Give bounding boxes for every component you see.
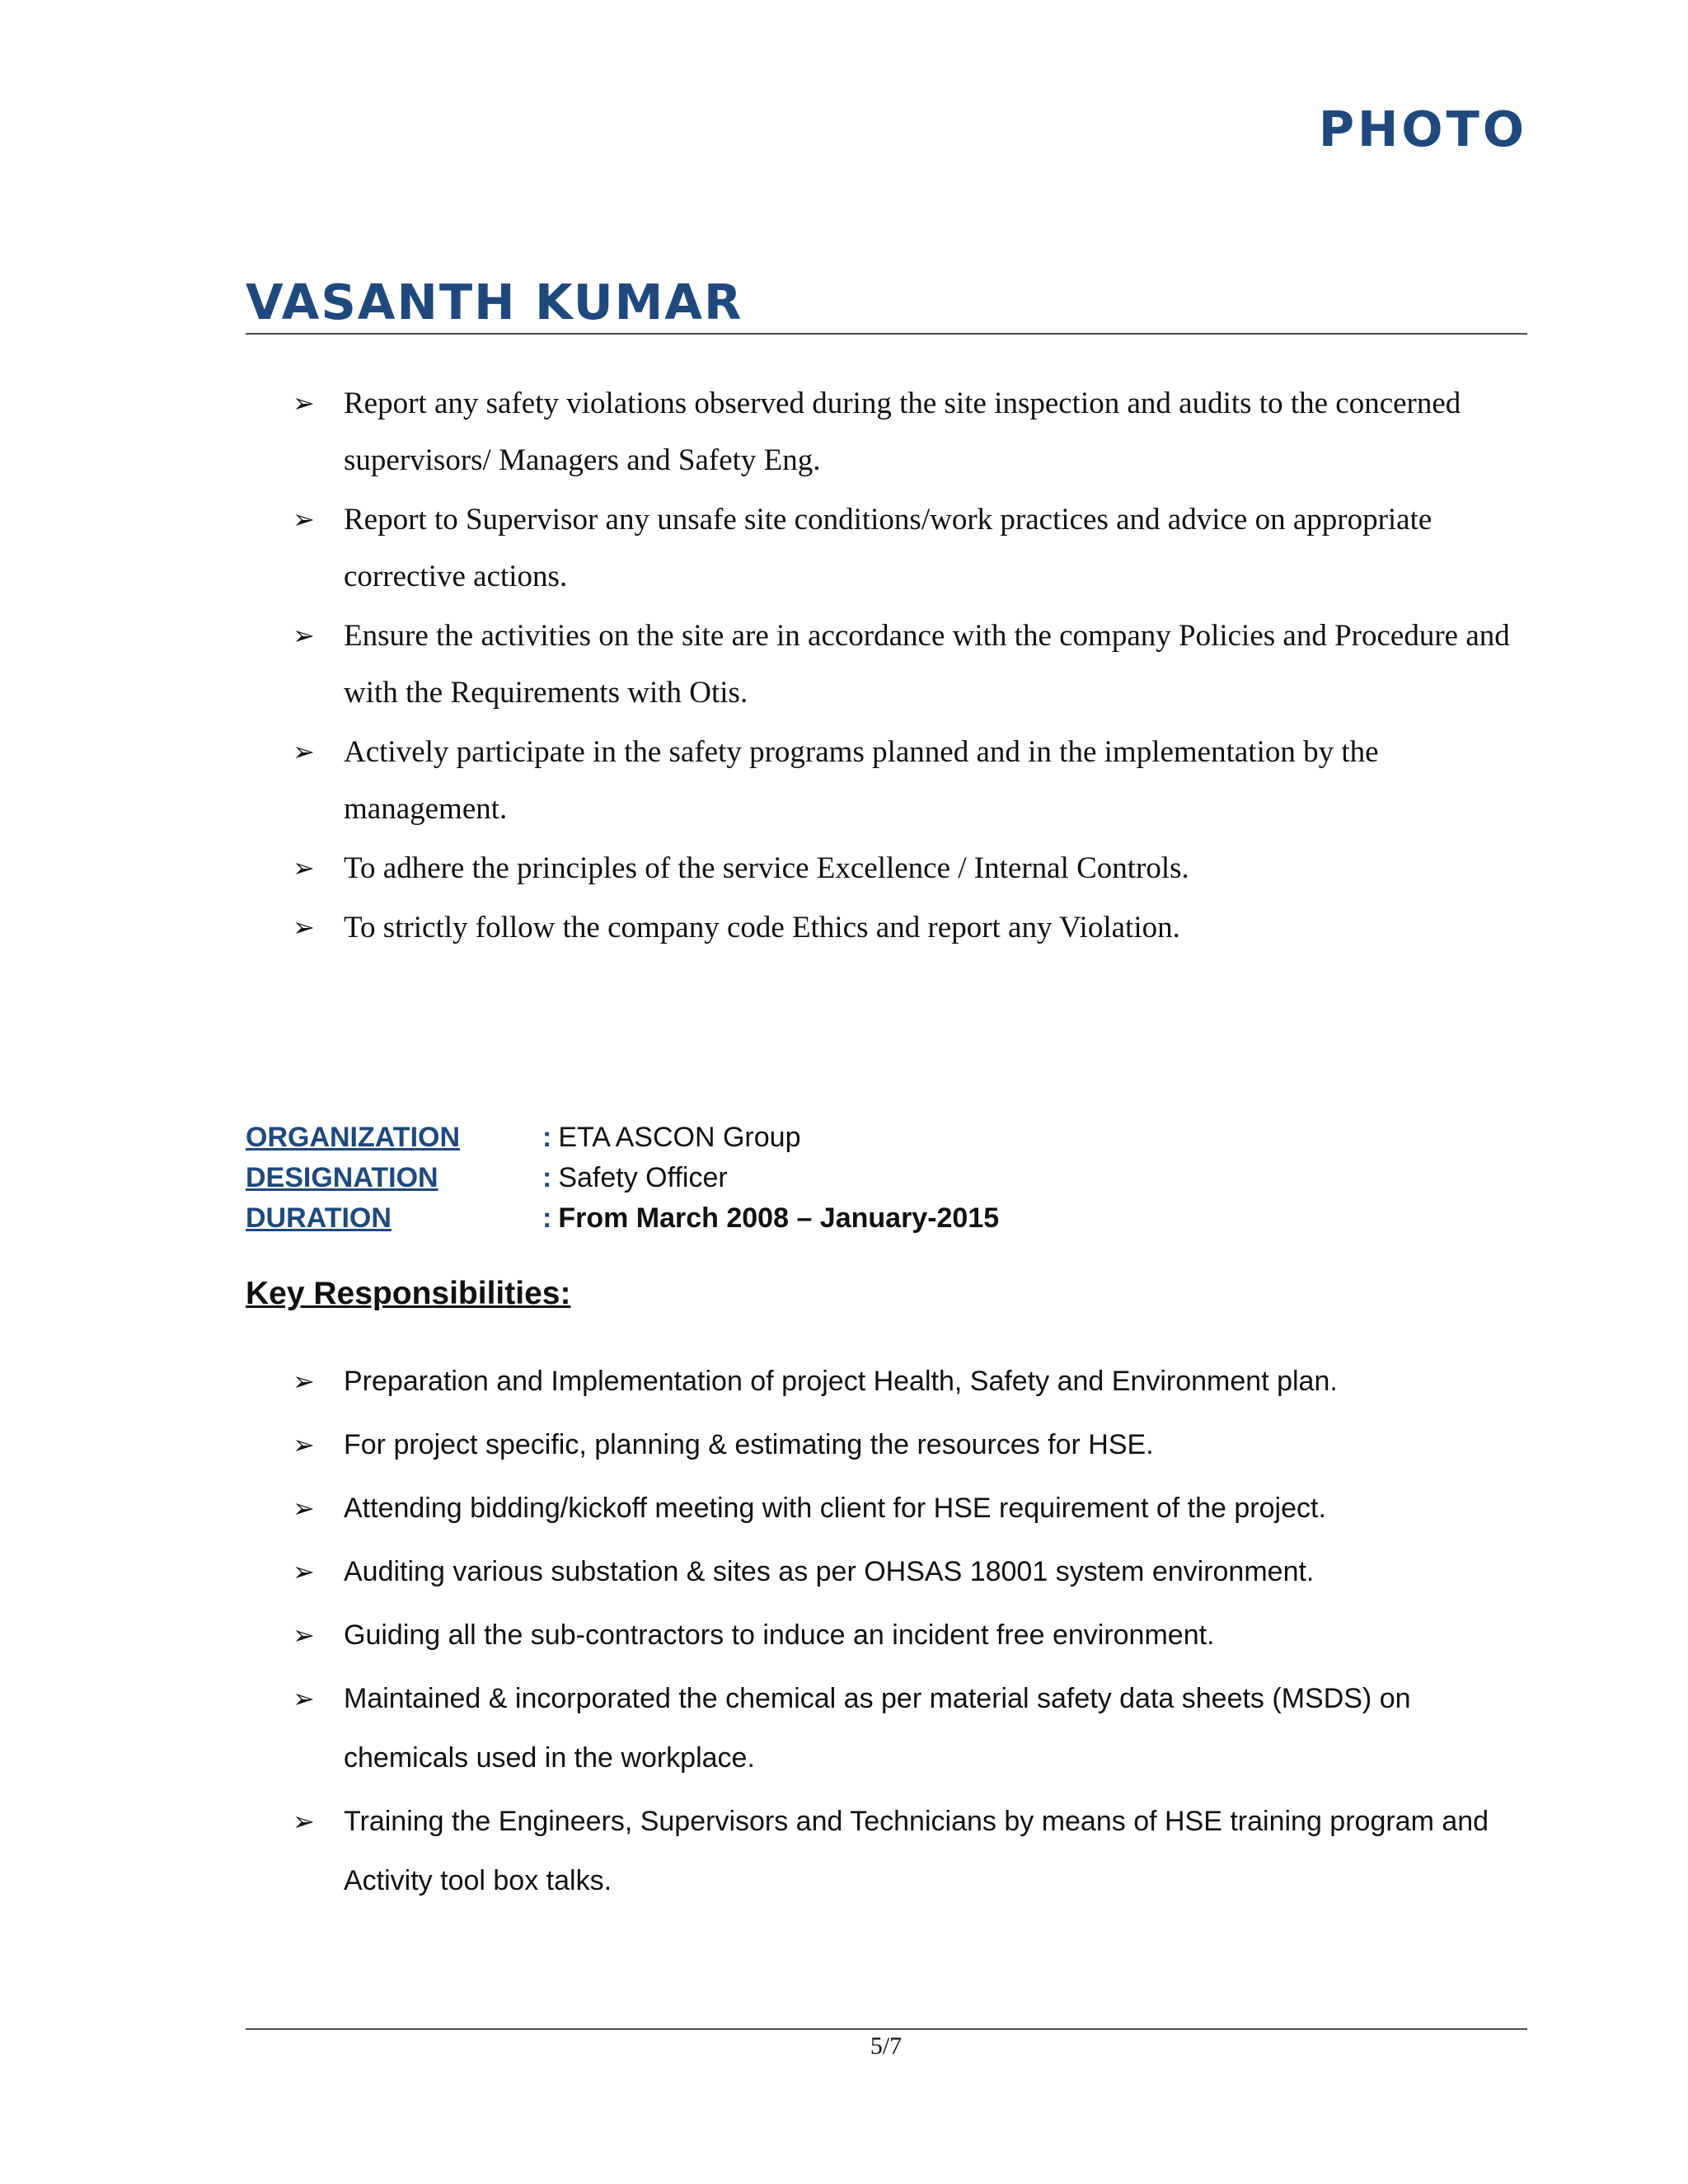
list-item: ➢ To adhere the principles of the service Excellence / Internal Controls. xyxy=(293,840,1529,897)
photo-placeholder-label: PHOTO xyxy=(1318,101,1527,157)
list-item: ➢ Maintained & incorporated the chemical as per material safety data sheets (MSDS) on chemicals used in the workplace. xyxy=(293,1669,1529,1788)
duration-label: DURATION xyxy=(246,1202,392,1234)
arrowhead-bullet-icon: ➢ xyxy=(293,504,315,535)
organization-row xyxy=(246,1118,999,1158)
previous-job-responsibilities-list xyxy=(293,375,1529,958)
organization-value: ETA ASCON Group xyxy=(558,1122,801,1153)
arrowhead-bullet-icon: ➢ xyxy=(293,852,315,883)
arrowhead-bullet-icon: ➢ xyxy=(293,1806,315,1837)
arrowhead-bullet-icon: ➢ xyxy=(293,912,315,943)
list-item: ➢ Preparation and Implementation of project Health, Safety and Environment plan. xyxy=(293,1352,1529,1411)
footer-divider xyxy=(246,2028,1527,2030)
duration-row xyxy=(246,1198,999,1239)
separator: : xyxy=(542,1162,552,1193)
candidate-name: VASANTH KUMAR xyxy=(246,274,743,330)
list-item: ➢ Report to Supervisor any unsafe site conditions/work practices and advice on appropriate corrective actions. xyxy=(293,491,1529,605)
arrowhead-bullet-icon: ➢ xyxy=(293,620,315,651)
designation-row xyxy=(246,1158,999,1198)
arrowhead-bullet-icon: ➢ xyxy=(293,387,315,419)
designation-label: DESIGNATION xyxy=(246,1162,438,1193)
arrowhead-bullet-icon: ➢ xyxy=(293,1429,315,1460)
list-item: ➢ For project specific, planning & estimating the resources for HSE. xyxy=(293,1415,1529,1474)
separator: : xyxy=(542,1122,552,1153)
arrowhead-bullet-icon: ➢ xyxy=(293,1556,315,1587)
arrowhead-bullet-icon: ➢ xyxy=(293,736,315,767)
list-item: ➢ Actively participate in the safety programs planned and in the implementation by the management. xyxy=(293,724,1529,837)
header-divider xyxy=(246,333,1527,335)
list-item: ➢ Auditing various substation & sites as per OHSAS 18001 system environment. xyxy=(293,1542,1529,1601)
list-item: ➢ Training the Engineers, Supervisors and Technicians by means of HSE training program and Activity tool box talks. xyxy=(293,1792,1529,1910)
arrowhead-bullet-icon: ➢ xyxy=(293,1366,315,1397)
duration-value: From March 2008 – January-2015 xyxy=(558,1202,1000,1234)
organization-label: ORGANIZATION xyxy=(246,1122,461,1153)
list-item: ➢ Attending bidding/kickoff meeting with client for HSE requirement of the project. xyxy=(293,1479,1529,1538)
separator: : xyxy=(542,1202,552,1234)
page-number: 5/7 xyxy=(870,2032,903,2060)
key-responsibilities-heading: Key Responsibilities: xyxy=(246,1276,571,1311)
arrowhead-bullet-icon: ➢ xyxy=(293,1683,315,1714)
list-item: ➢ To strictly follow the company code Ethics and report any Violation. xyxy=(293,899,1529,956)
list-item: ➢ Ensure the activities on the site are in accordance with the company Policies and Procedure and with the Requirements with Otis. xyxy=(293,607,1529,721)
arrowhead-bullet-icon: ➢ xyxy=(293,1493,315,1524)
list-item: ➢ Guiding all the sub-contractors to induce an incident free environment. xyxy=(293,1605,1529,1665)
key-responsibilities-list xyxy=(293,1352,1529,1915)
list-item: ➢ Report any safety violations observed during the site inspection and audits to the concerned supervisors/ Managers and Safety Eng. xyxy=(293,375,1529,489)
arrowhead-bullet-icon: ➢ xyxy=(293,1619,315,1651)
designation-value: Safety Officer xyxy=(558,1162,728,1193)
job-info-block xyxy=(246,1118,999,1239)
